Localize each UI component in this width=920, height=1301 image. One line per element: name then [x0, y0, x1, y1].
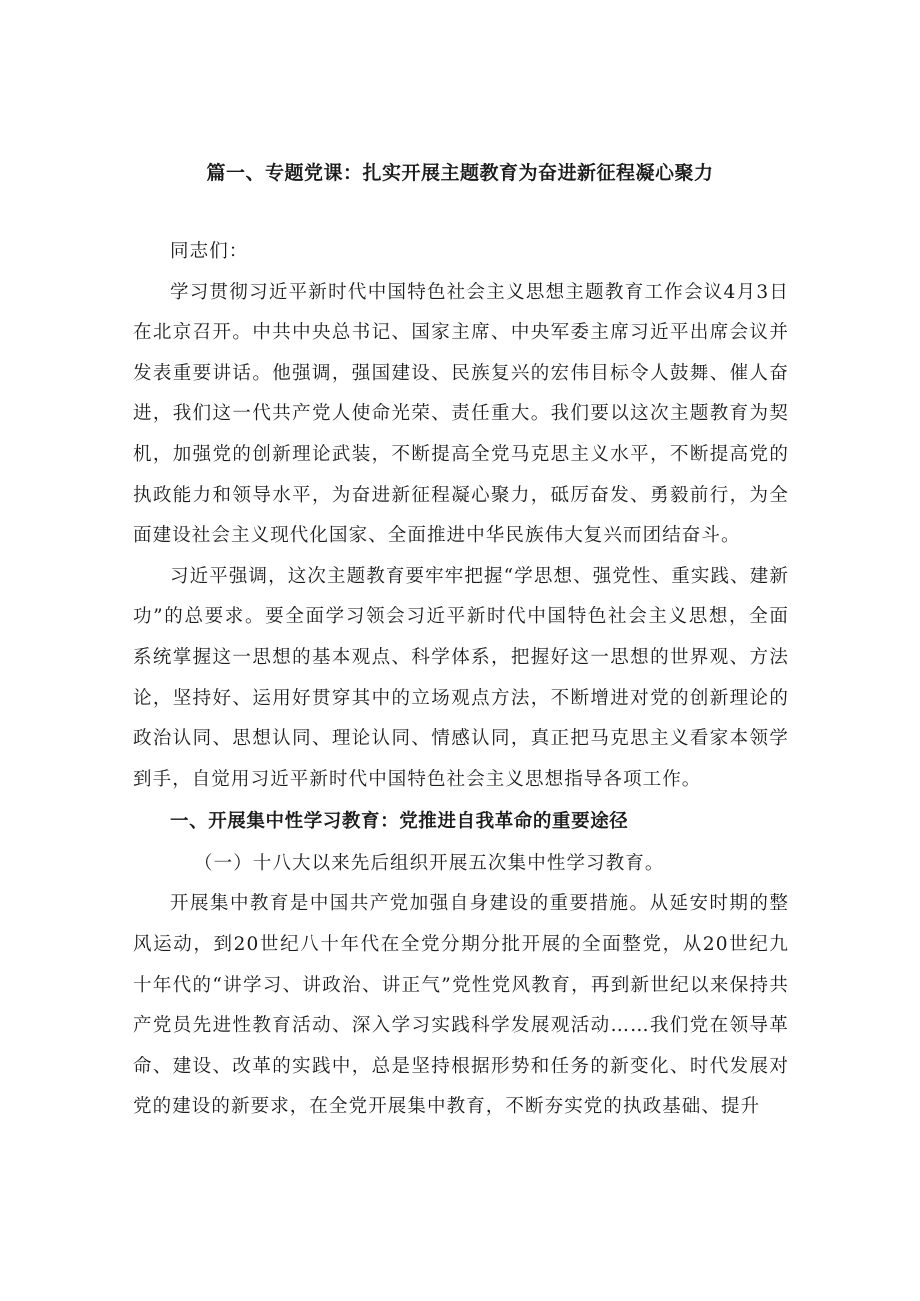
salutation: 同志们： — [170, 241, 249, 262]
paragraph-2: 习近平强调，这次主题教育要牢牢把握“学思想、强党性、重实践、建新功”的总要求。要全面学习领会习近平新时代中国特色社会主义思想，全面系统掌握这一思想的基本观点、科学体系，把握好这一思想的世界观、方法论，坚持好、运用好贯穿其中的立场观点方法，不断增进对党的创新理论的政治认同、思想认同、理论认同、情感认同，真正把马克思主义看家本领学到手，自觉用习近平新时代中国特色社会主义思想指导各项工作。 — [133, 565, 789, 790]
document-body — [133, 232, 789, 1128]
paragraph-3: 开展集中教育是中国共产党加强自身建设的重要措施。从延安时期的整风运动，到20世纪八十年代在全党分期分批开展的全面整党，从20世纪九十年代的“讲学习、讲政治、讲正气”党性党风教育，再到新世纪以来保持共产党员先进性教育活动、深入学习实践科学发展观活动……我们党在领导革命、建设、改革的实践中，总是坚持根据形势和任务的新变化、时代发展对党的建设的新要求，在全党开展集中教育，不断夯实党的执政基础、提升 — [133, 893, 789, 1118]
document-title: 篇一、专题党课：扎实开展主题教育为奋进新征程凝心聚力 — [206, 162, 714, 184]
section-heading-1: 一、开展集中性学习教育：党推进自我革命的重要途径 — [170, 811, 629, 833]
subsection-heading-1: （一）十八大以来先后组织开展五次集中性学习教育。 — [194, 853, 665, 875]
paragraph-1: 学习贯彻习近平新时代中国特色社会主义思想主题教育工作会议4月3日在北京召开。中共中央总书记、国家主席、中央军委主席习近平出席会议并发表重要讲话。他强调，强国建设、民族复兴的宏伟目标令人鼓舞、催人奋进，我们这一代共产党人使命光荣、责任重大。我们要以这次主题教育为契机，加强党的创新理论武装，不断提高全党马克思主义水平，不断提高党的执政能力和领导水平，为奋进新征程凝心聚力，砥厉奋发、勇毅前行，为全面建设社会主义现代化国家、全面推进中华民族伟大复兴而团结奋斗。 — [133, 281, 789, 547]
